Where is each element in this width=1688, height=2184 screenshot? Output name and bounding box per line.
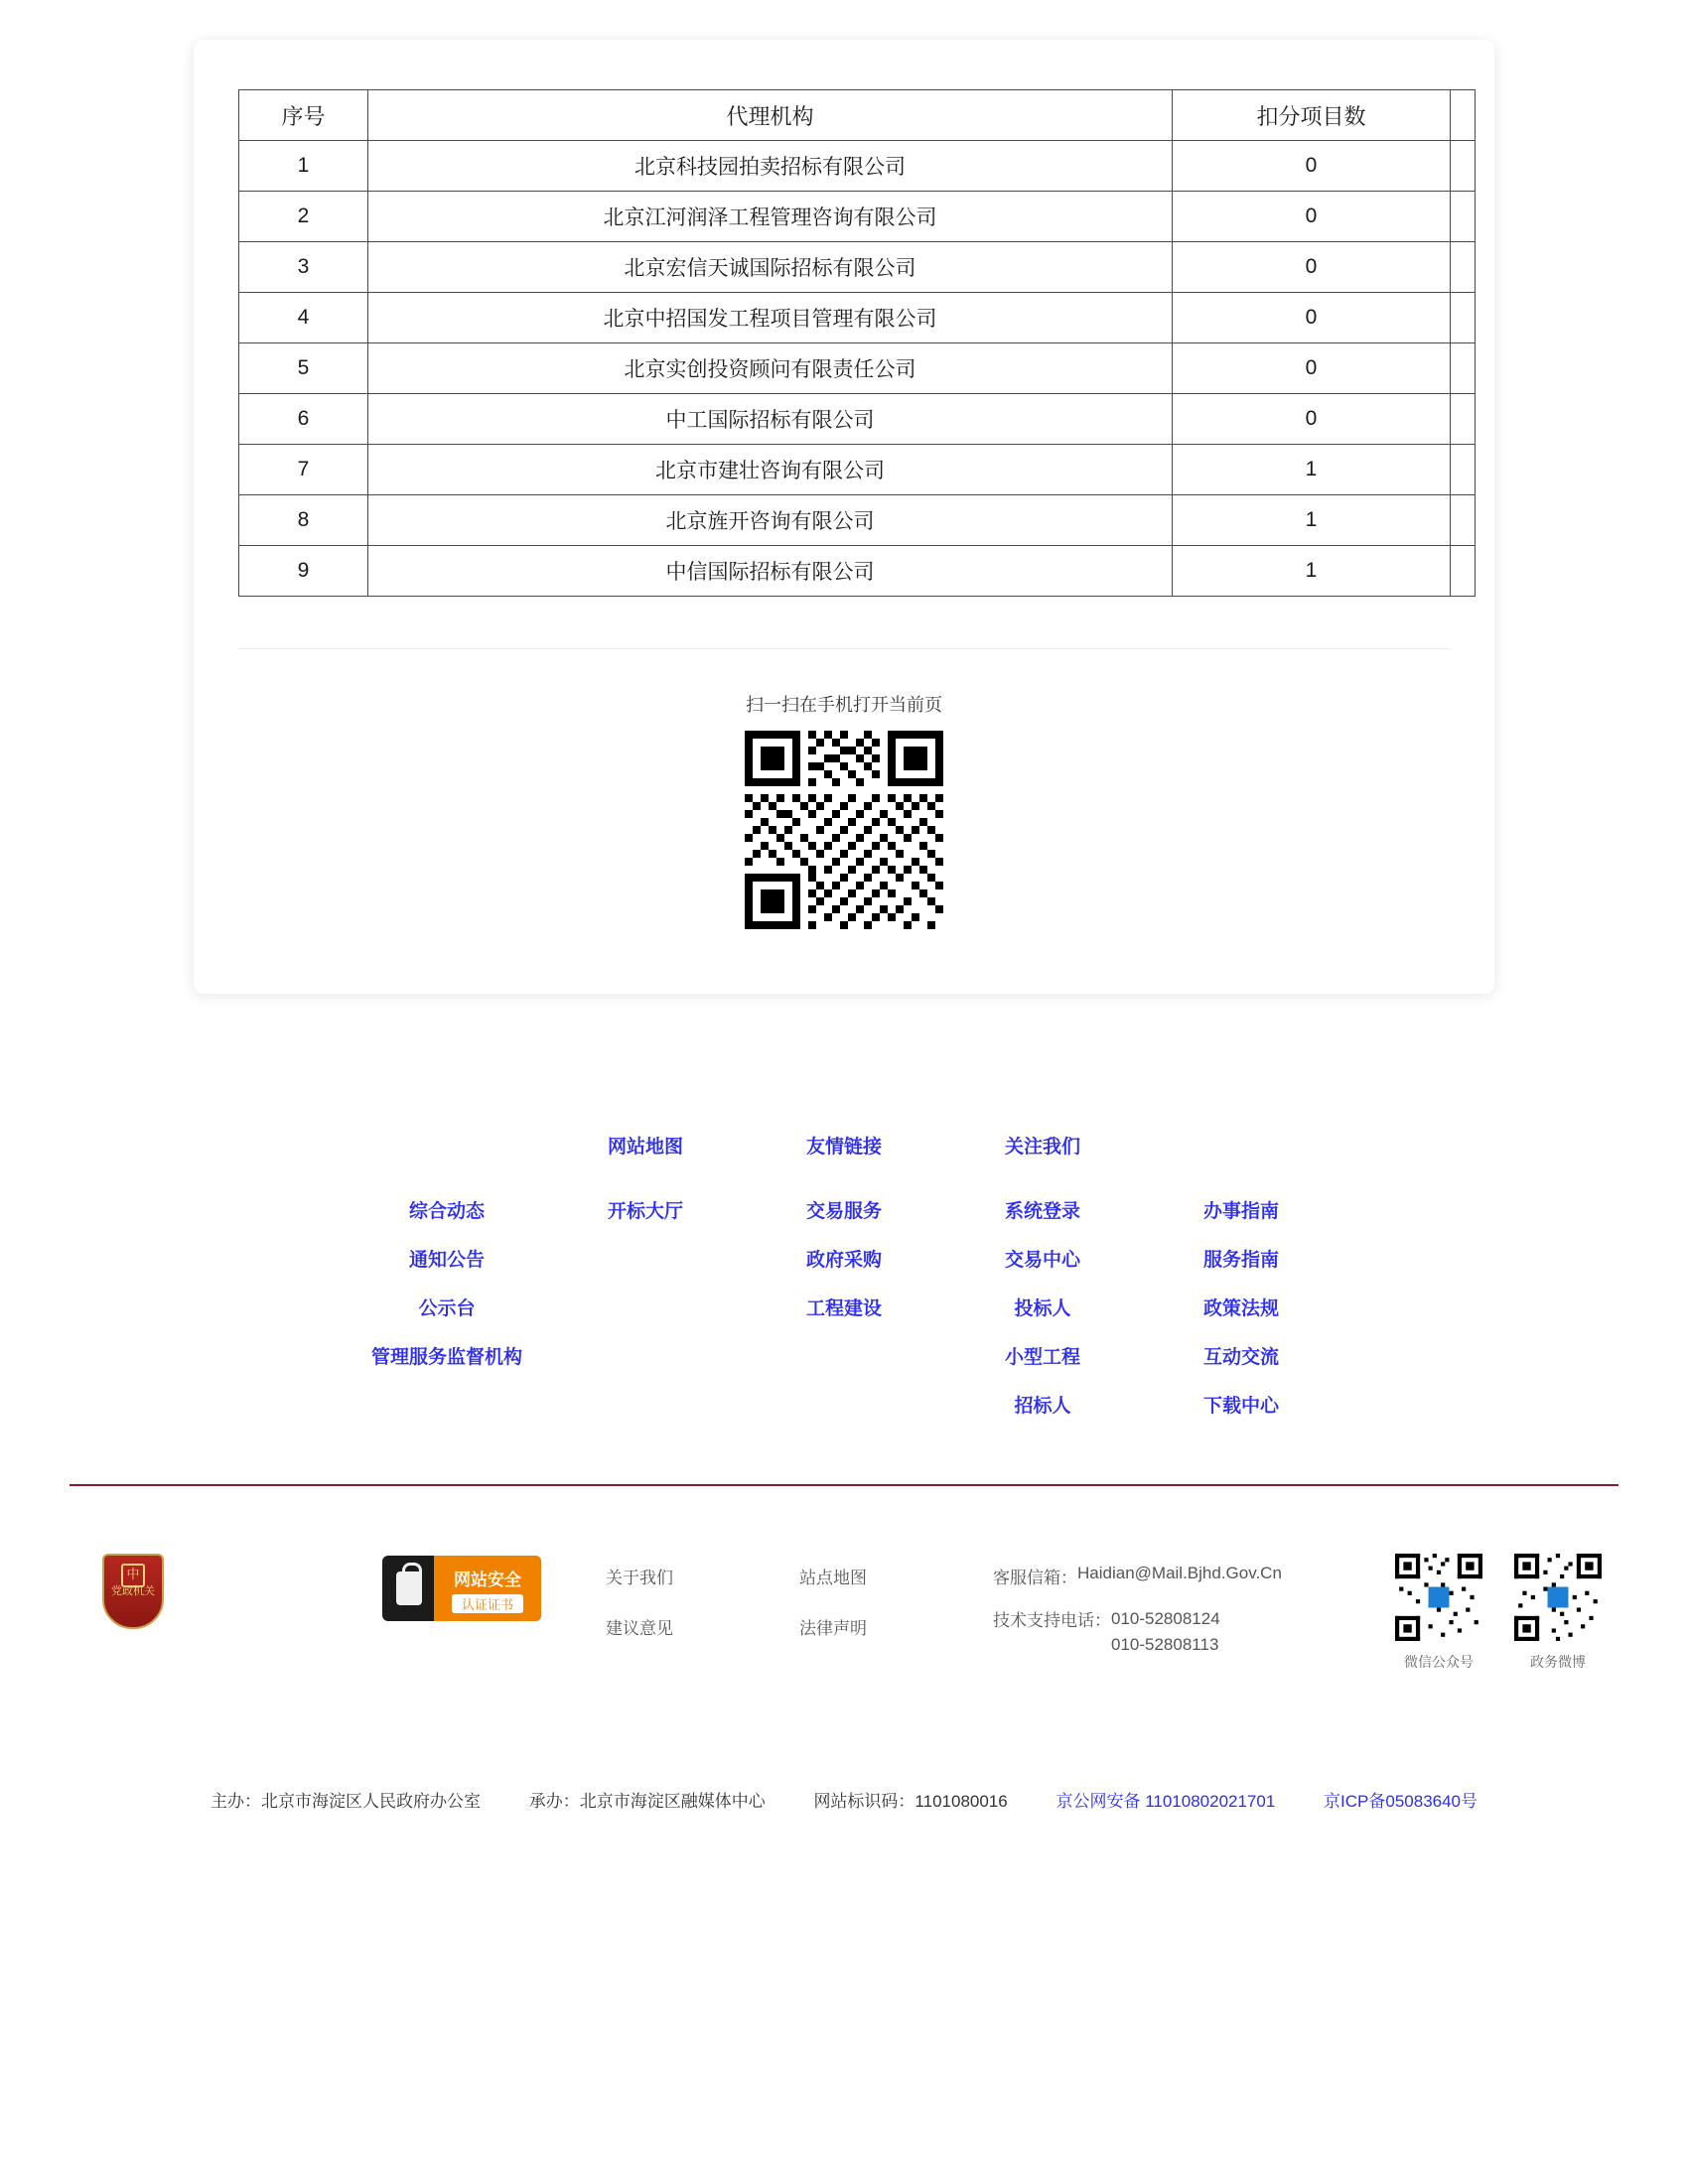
wechat-qr-block [1395,1554,1482,1672]
footer-contact-block [993,1564,1350,1675]
link-site-map[interactable]: 站点地图 [799,1569,867,1587]
footer-link-r4c4[interactable]: 下载中心 [1202,1396,1279,1417]
footer-link-r2c2[interactable]: 工程建设 [805,1298,882,1319]
footer-link-r0c3[interactable]: 系统登录 [1004,1201,1080,1222]
column-header-index: 序号 [239,90,368,141]
gov-seal-badge[interactable] [102,1554,164,1629]
footer-link-r0c0[interactable]: 综合动态 [408,1201,485,1222]
cell-index: 8 [239,495,368,546]
cell-points: 0 [1173,293,1451,343]
link-legal-notice[interactable]: 法律声明 [799,1619,867,1638]
weibo-qr-code [1514,1554,1602,1641]
table-row [239,394,1476,445]
cell-extra [1451,546,1476,597]
cell-points: 0 [1173,394,1451,445]
footer-badge-row [0,1544,1688,1693]
table-row [239,141,1476,192]
table-header-row [239,90,1476,141]
table-row [239,546,1476,597]
copyright-bar [0,1787,1688,1812]
cell-index: 4 [239,293,368,343]
footer-head-row [0,1132,1688,1159]
footer-link-r1c4[interactable]: 服务指南 [1202,1250,1279,1271]
footer-link-r2c1 [546,1294,745,1320]
footer-link-r2c4[interactable]: 政策法规 [1202,1298,1279,1319]
copyright-organizer: 承办：北京市海淀区融媒体中心 [528,1792,766,1811]
gov-weibo-qr-caption: 政务微博 [1530,1654,1586,1670]
footer-link-r0c1[interactable]: 开标大厅 [607,1201,683,1222]
cell-extra [1451,495,1476,546]
cell-extra [1451,343,1476,394]
footer-sitemap-column [799,1564,867,1665]
cell-agency: 北京中招国发工程项目管理有限公司 [368,293,1173,343]
cell-points: 0 [1173,242,1451,293]
footer-link-r1c0[interactable]: 通知公告 [408,1250,485,1271]
gov-weibo-qr-block [1514,1554,1602,1672]
footer-link-r3c3[interactable]: 小型工程 [1004,1347,1080,1368]
cell-extra [1451,192,1476,242]
footer-divider [70,1484,1618,1486]
cell-agency: 北京宏信天诚国际招标有限公司 [368,242,1173,293]
cell-points: 0 [1173,141,1451,192]
link-suggestions[interactable]: 建议意见 [606,1619,673,1638]
cell-agency: 北京江河润泽工程管理咨询有限公司 [368,192,1173,242]
footer-link-r1c1 [546,1245,745,1272]
link-icp-record[interactable]: 京ICP备05083640号 [1324,1792,1478,1811]
cell-agency: 北京科技园拍卖招标有限公司 [368,141,1173,192]
cell-index: 5 [239,343,368,394]
table-row [239,293,1476,343]
cell-index: 2 [239,192,368,242]
footer-link-follow-us[interactable]: 关注我们 [1004,1137,1080,1158]
cell-agency: 中信国际招标有限公司 [368,546,1173,597]
footer-head-cell-4 [1142,1132,1340,1159]
cell-points: 1 [1173,495,1451,546]
footer-link-r3c4[interactable]: 互动交流 [1202,1347,1279,1368]
link-police-record[interactable]: 京公网安备 11010802021701 [1055,1792,1276,1811]
page-qr-code [745,731,943,929]
table-row [239,445,1476,495]
lock-icon [396,1571,422,1605]
card-inner [194,40,1494,994]
footer-link-r4c1 [546,1391,745,1418]
qr-section [238,648,1450,994]
gov-seal-icon: 中 [121,1564,145,1587]
cell-index: 6 [239,394,368,445]
footer-link-r3c2 [745,1342,943,1369]
footer-link-grid [0,1132,1688,1418]
cell-index: 1 [239,141,368,192]
tel-line-2: 010-52808113 [1111,1634,1219,1654]
footer-link-r2c0[interactable]: 公示台 [418,1298,476,1319]
wechat-qr-caption: 微信公众号 [1404,1654,1474,1670]
cell-agency: 中工国际招标有限公司 [368,394,1173,445]
cell-points: 1 [1173,445,1451,495]
cell-agency: 北京市建壮咨询有限公司 [368,445,1173,495]
footer-link-r4c0 [348,1391,546,1418]
gov-seal-label: 党政机关 [111,1585,155,1597]
table-row [239,495,1476,546]
cell-points: 0 [1173,343,1451,394]
column-header-extra [1451,90,1476,141]
cell-points: 1 [1173,546,1451,597]
cell-extra [1451,293,1476,343]
cell-index: 9 [239,546,368,597]
cell-index: 3 [239,242,368,293]
cell-extra [1451,394,1476,445]
footer-link-friendly[interactable]: 友情链接 [805,1137,882,1158]
security-badge-text [434,1556,541,1621]
contact-email-row [993,1564,1350,1588]
footer-head-cell-0 [348,1132,546,1159]
column-header-points: 扣分项目数 [1173,90,1451,141]
footer-body-rows [0,1196,1688,1418]
footer-link-r4c3[interactable]: 招标人 [1014,1396,1071,1417]
footer-link-r0c4[interactable]: 办事指南 [1202,1201,1279,1222]
content-card [194,40,1494,994]
footer-link-r2c3[interactable]: 投标人 [1014,1298,1071,1319]
footer-link-r3c0[interactable]: 管理服务监督机构 [370,1347,522,1368]
footer-link-r3c1 [546,1342,745,1369]
cell-extra [1451,242,1476,293]
copyright-site-code: 网站标识码：1101080016 [813,1792,1008,1811]
footer-about-column [606,1564,673,1665]
copyright-host: 主办：北京市海淀区人民政府办公室 [210,1792,481,1811]
cell-extra [1451,141,1476,192]
footer-link-r1c3[interactable]: 交易中心 [1004,1250,1080,1271]
footer-link-r1c2[interactable]: 政府采购 [805,1250,882,1271]
column-header-agency: 代理机构 [368,90,1173,141]
security-badge-sub: 认证证书 [452,1594,523,1613]
tel-values [1111,1606,1220,1657]
contact-tel-row [993,1606,1350,1657]
email-value: Haidian@Mail.Bjhd.Gov.Cn [1077,1564,1282,1582]
footer-link-r0c2[interactable]: 交易服务 [805,1201,882,1222]
email-label: 客服信箱： [993,1569,1077,1587]
security-badge-title: 网站安全 [454,1570,521,1589]
table-row [239,192,1476,242]
table-row [239,242,1476,293]
link-about-us[interactable]: 关于我们 [606,1569,673,1587]
footer-link-r4c2 [745,1391,943,1418]
agency-score-table [238,89,1476,597]
cell-index: 7 [239,445,368,495]
table-row [239,343,1476,394]
cell-agency: 北京实创投资顾问有限责任公司 [368,343,1173,394]
tel-line-1: 010-52808124 [1111,1609,1220,1628]
tel-label: 技术支持电话： [993,1611,1111,1630]
website-security-badge[interactable] [382,1556,541,1621]
cell-points: 0 [1173,192,1451,242]
cell-extra [1451,445,1476,495]
wechat-qr-code [1395,1554,1482,1641]
cell-agency: 北京旌开咨询有限公司 [368,495,1173,546]
footer-link-sitemap[interactable]: 网站地图 [607,1137,683,1158]
qr-caption: 扫一扫在手机打开当前页 [746,695,942,715]
